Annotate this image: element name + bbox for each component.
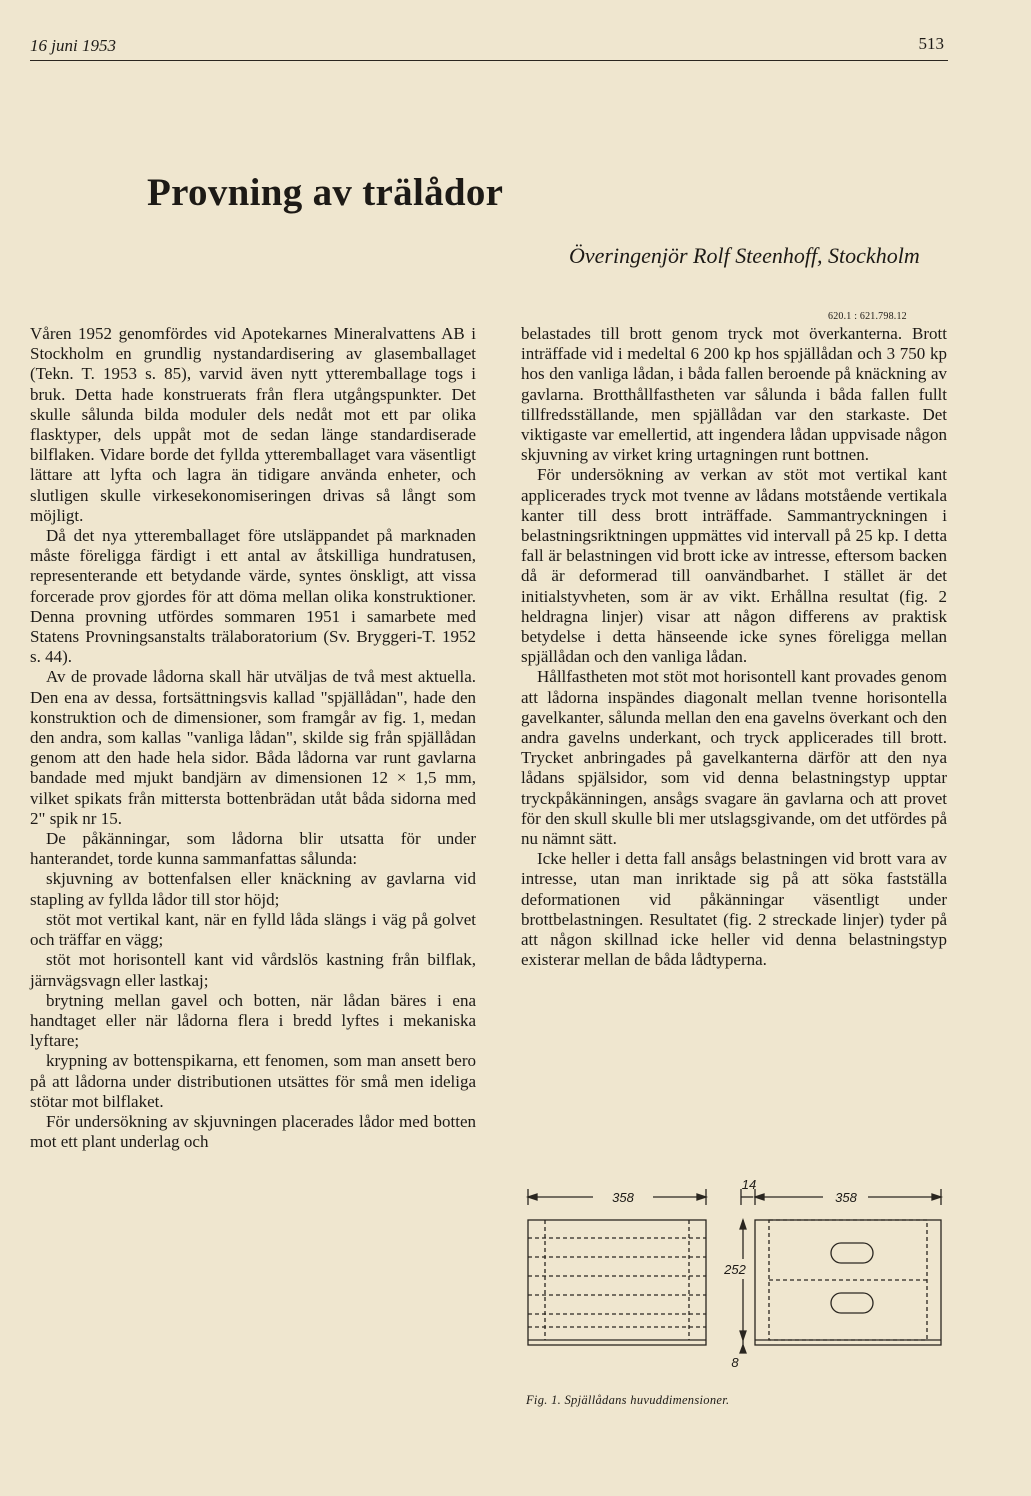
list-item: brytning mellan gavel och botten, när lådan bäres i ena handtaget eller när lådorna flera i bredd lyftes i mekaniska lyftare; [30,990,476,1051]
list-item: krypning av bottenspikarna, ett fenomen, som man ansett bero på att lådorna under distributionen utsättes för små men ideliga stötar mot bilflaket. [30,1051,476,1111]
article-title: Provning av trälådor [147,171,504,214]
page-header [30,30,948,61]
dimension-label-length-right: 358 [835,1190,857,1205]
paragraph: Då det nya ytteremballaget före utsläppandet på marknaden måste föreligga färdigt i ett antal av åtskilliga hundratusen, representerande ett betydande värde, syntes önskligt, att vissa forcerade prov gjordes för att döma mellan olika konstruktioner. Denna provning utfördes sommaren 1951 i samarbete med Statens Provningsanstalts trälaboratorium (Sv. Bryggeri-T. 1952 s. 44). [30,526,476,667]
box-dimension-figure [523,1175,953,1375]
paragraph: För undersökning av verkan av stöt mot vertikal kant applicerades tryck mot tvenne av lådans motstående vertikala kanter till dess brott inträffade. Sammantryckningen i belastningsriktningen uppmättes vid intervall på 25 kp. I detta fall är belastningen vid brott icke av intresse, eftersom backen då är deformerad till oanvändbarhet. I stället är det initialstyvheten, som är av vikt. Erhållna resultat (fig. 2 heldragna linjer) visar att någon differens av praktisk betydelse i detta hänseende icke synes föreligga mellan spjällådan och den vanliga lådan. [521,465,947,667]
list-item: stöt mot vertikal kant, när en fylld låda slängs i väg på golvet och träffar en vägg; [30,909,476,950]
udc-code: 620.1 : 621.798.12 [828,311,907,322]
paragraph: För undersökning av skjuvningen placerades lådor med botten mot ett plant underlag och [30,1111,476,1152]
paragraph: De påkänningar, som lådorna blir utsatta för under hanterandet, torde kunna sammanfattas sålunda: [30,829,476,869]
article-author: Överingenjör Rolf Steenhoff, Stockholm [569,243,920,268]
paragraph: Våren 1952 genomfördes vid Apotekarnes Mineralvattens AB i Stockholm en grundlig nystandardisering av glasemballaget (Tekn. T. 1953 s. 85), varvid även nytt ytteremballage togs i bruk. Detta hade konstruerats från flera utgångspunkter. Det skulle sålunda bilda moduler dels nedåt mot ett par olika flasktyper, dels uppåt mot de sedan länge standardiserade bilflaken. Vidare borde det fyllda ytteremballaget vara väsentligt lättare att lyfta och lagra än tidigare använda enheter, och slutligen skulle virkesekonomiseringen drivas så långt som möjligt. [30,324,476,525]
dimension-label-height: 252 [724,1262,746,1277]
issue-date: 16 juni 1953 [30,36,116,55]
paragraph: Icke heller i detta fall ansågs belastningen vid brott vara av intresse, utan man inriktade sig på att söka fastställa deformationen vid påkänningar väsentligt under brottbelastningen. Resultatet (fig. 2 streckade linjer) tyder på att någon skillnad icke heller vid denna belastningstyp existerar mellan de båda lådtyperna. [521,849,947,970]
list-item: skjuvning av bottenfalsen eller knäckning av gavlarna vid stapling av fyllda lådor till stor höjd; [30,869,476,909]
left-column [30,324,476,1152]
list-item: stöt mot horisontell kant vid vårdslös kastning från bilflak, järnvägsvagn eller lastkaj; [30,950,476,990]
dimension-label-length-left: 358 [612,1190,634,1205]
paragraph: Av de provade lådorna skall här utväljas de två mest aktuella. Den ena av dessa, fortsättningsvis kallad "spjällådan", hade den konstruktion och de dimensioner, som framgår av fig. 1, medan den andra, som kallas "vanliga lådan", skilde sig från spjällådan genom att den hade hela sidor. Båda lådorna var runt gavlarna bandade med mjukt bandjärn av dimensionen 12 × 1,5 mm, vilket spikats från mittersta bottenbrädan utåt båda sidorna med 2" spik nr 15. [30,667,476,828]
paragraph: Hållfastheten mot stöt mot horisontell kant provades genom att lådorna inspändes diagonalt mellan tvenne horisontella gavelkanter, sålunda mellan den ena gavelns överkant och den andra gavelns underkant, och tryck applicerades till brott. Trycket anbringades på gavelkanterna därför att den nya lådans spjälsidor, som vid denna belastningstyp upptar tryckpåkänningen, ansågs svagare än gavlarna och att provet för den skull skulle bli mer utslagsgivande, om det utfördes på nu nämnt sätt. [521,667,947,849]
paragraph: belastades till brott genom tryck mot överkanterna. Brott inträffade vid i medeltal 6 200 kp hos spjällådan och 3 750 kp hos den vanliga lådan, i båda fallen beroende på knäckning av gavlarna. Brotthållfastheten var sålunda i båda fallen fullt tillfredsställande, men spjällådan var den starkaste. Det viktigaste var emellertid, att ingendera lådan uppvisade någon skjuvning av virket kring urtagningen runt bottnen. [521,324,947,465]
right-column [521,324,947,971]
dimension-label-8: 8 [731,1355,739,1370]
dimension-label-14: 14 [741,1177,757,1192]
page-number: 513 [918,34,944,53]
figure-caption: Fig. 1. Spjällådans huvuddimensioner. [526,1393,730,1407]
